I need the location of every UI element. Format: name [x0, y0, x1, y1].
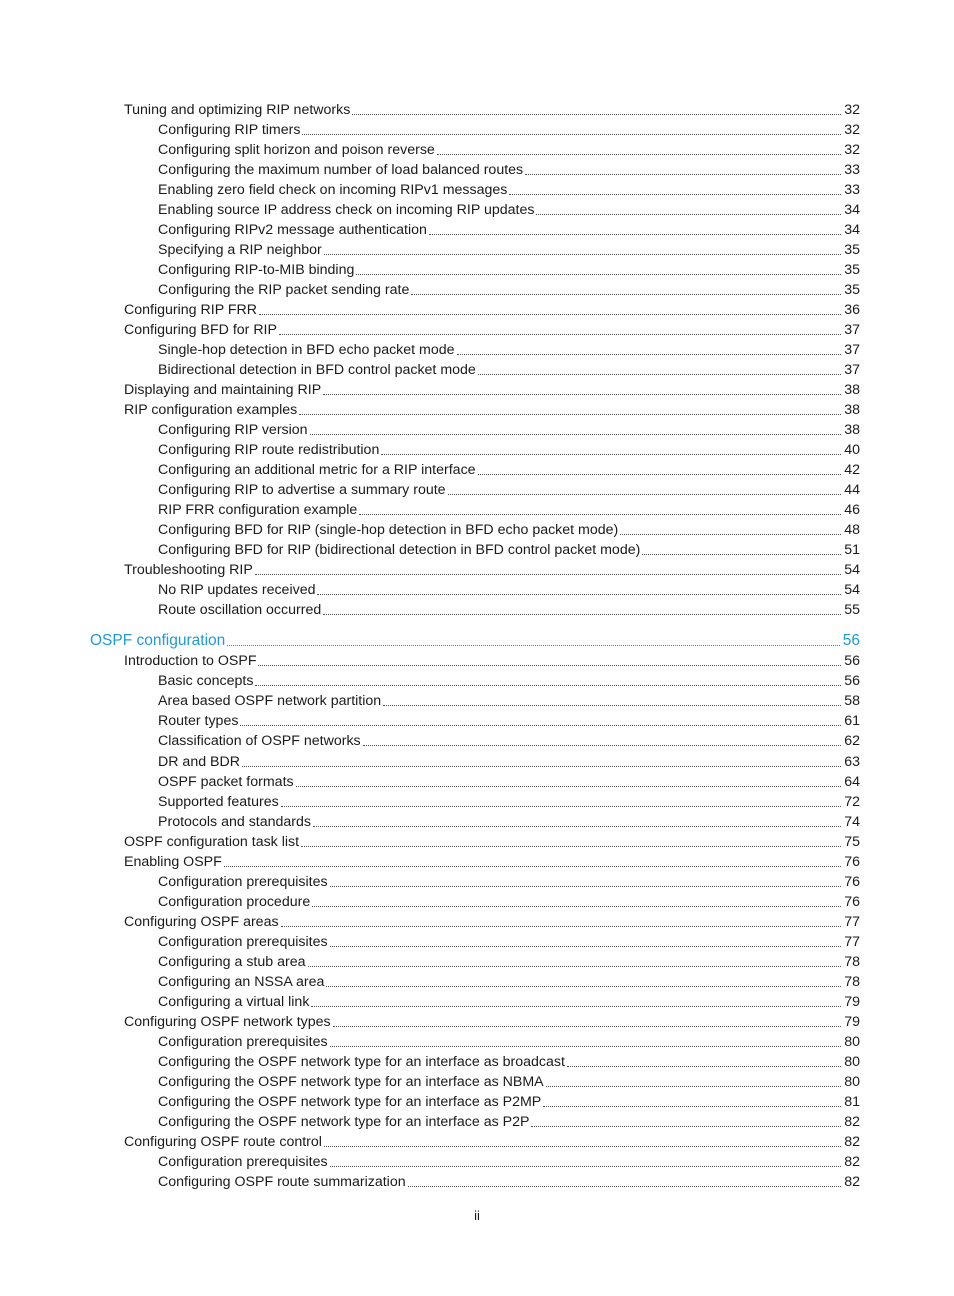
- toc-entry[interactable]: [158, 972, 860, 992]
- dot-leader: [281, 806, 842, 807]
- toc-entry-title: Configuration prerequisites: [158, 873, 328, 890]
- toc-entry[interactable]: [124, 852, 860, 872]
- toc-entry-page: 82: [844, 1133, 860, 1150]
- toc-entry-page: 35: [844, 262, 860, 279]
- dot-leader: [313, 826, 841, 827]
- toc-entry-title: Configuring RIP-to-MIB binding: [158, 262, 355, 279]
- toc-entry-title: Configuration procedure: [158, 893, 311, 910]
- dot-leader: [383, 705, 841, 706]
- dot-leader: [296, 786, 842, 787]
- toc-entry-title: Bidirectional detection in BFD control packet mode: [158, 362, 476, 379]
- toc-entry-title: Configuring RIP to advertise a summary route: [158, 482, 446, 499]
- dot-leader: [317, 594, 841, 595]
- toc-entry-title: No RIP updates received: [158, 582, 316, 599]
- toc-entry-title: Configuration prerequisites: [158, 1153, 328, 1170]
- toc-entry-page: 40: [844, 442, 860, 459]
- toc-entry[interactable]: [158, 120, 860, 140]
- toc-entry-page: 76: [844, 873, 860, 890]
- toc-entry[interactable]: [158, 440, 860, 460]
- dot-leader: [301, 846, 841, 847]
- dot-leader: [255, 574, 841, 575]
- toc-entry-page: 55: [844, 602, 860, 619]
- toc-entry-page: 42: [844, 462, 860, 479]
- toc-entry[interactable]: [158, 671, 860, 691]
- toc-entry-title: Classification of OSPF networks: [158, 733, 361, 750]
- toc-entry[interactable]: [124, 832, 860, 852]
- toc-entry-title: Configuring OSPF network types: [124, 1013, 331, 1030]
- dot-leader: [281, 926, 842, 927]
- toc-entry-page: 64: [844, 773, 860, 790]
- toc-entry[interactable]: [158, 812, 860, 832]
- toc-entry[interactable]: [158, 260, 860, 280]
- toc-entry[interactable]: [158, 220, 860, 240]
- dot-leader: [330, 886, 842, 887]
- toc-entry-page: 79: [844, 1013, 860, 1030]
- toc-entry-title: Single-hop detection in BFD echo packet mode: [158, 342, 455, 359]
- toc-entry[interactable]: [124, 380, 860, 400]
- toc-entry[interactable]: [158, 772, 860, 792]
- toc-entry-title: Area based OSPF network partition: [158, 693, 382, 710]
- toc-entry-title: Enabling zero field check on incoming RIPv1 messages: [158, 182, 508, 199]
- dot-leader: [543, 1106, 841, 1107]
- toc-entry-page: 61: [844, 713, 860, 730]
- toc-entry-page: 37: [844, 362, 860, 379]
- toc-entry-title: Configuring the maximum number of load balanced routes: [158, 162, 524, 179]
- toc-entry-page: 74: [844, 813, 860, 830]
- dot-leader: [536, 214, 841, 215]
- toc-entry-page: 82: [844, 1113, 860, 1130]
- dot-leader: [546, 1086, 842, 1087]
- dot-leader: [356, 274, 841, 275]
- toc-entry-page: 76: [844, 853, 860, 870]
- toc-entry-title: Configuring RIPv2 message authentication: [158, 222, 427, 239]
- dot-leader: [457, 354, 842, 355]
- toc-entry-page: 35: [844, 282, 860, 299]
- dot-leader: [330, 946, 842, 947]
- toc-entry-page: 37: [844, 342, 860, 359]
- toc-entry[interactable]: [158, 540, 860, 560]
- toc-entry[interactable]: [158, 992, 860, 1012]
- toc-entry-title: Configuring the OSPF network type for an interface as P2MP: [158, 1093, 542, 1110]
- toc-entry-title: RIP configuration examples: [124, 402, 298, 419]
- table-of-contents: [0, 100, 954, 1192]
- dot-leader: [259, 314, 841, 315]
- toc-entry-title: Configuring the RIP packet sending rate: [158, 282, 410, 299]
- dot-leader: [311, 1006, 841, 1007]
- dot-leader: [308, 966, 842, 967]
- toc-entry-page: 34: [844, 202, 860, 219]
- dot-leader: [323, 614, 841, 615]
- toc-entry-page: 78: [844, 953, 860, 970]
- toc-entry-page: 62: [844, 733, 860, 750]
- toc-entry[interactable]: [158, 180, 860, 200]
- dot-leader: [620, 534, 841, 535]
- toc-entry[interactable]: [158, 200, 860, 220]
- toc-entry[interactable]: [124, 300, 860, 320]
- toc-entry-page: 77: [844, 913, 860, 930]
- toc-entry-title: Tuning and optimizing RIP networks: [124, 102, 351, 119]
- toc-entry[interactable]: [158, 751, 860, 771]
- toc-entry-title: Introduction to OSPF: [124, 653, 257, 670]
- dot-leader: [429, 234, 841, 235]
- toc-entry-title: Enabling OSPF: [124, 853, 222, 870]
- toc-entry-page: 44: [844, 482, 860, 499]
- dot-leader: [525, 174, 841, 175]
- dot-leader: [302, 134, 841, 135]
- toc-entry-page: 46: [844, 502, 860, 519]
- toc-entry-title: Configuring a stub area: [158, 953, 306, 970]
- toc-entry-title: Protocols and standards: [158, 813, 312, 830]
- toc-entry[interactable]: [158, 1092, 860, 1112]
- toc-entry[interactable]: [158, 1152, 860, 1172]
- toc-entry-page: 82: [844, 1173, 860, 1190]
- dot-leader: [411, 294, 841, 295]
- dot-leader: [352, 114, 841, 115]
- dot-leader: [242, 766, 841, 767]
- toc-entry[interactable]: [124, 912, 860, 932]
- toc-entry-title: Configuring BFD for RIP (bidirectional detection in BFD control packet mode): [158, 542, 641, 559]
- toc-entry-page: 34: [844, 222, 860, 239]
- toc-entry-title: Configuring the OSPF network type for an interface as broadcast: [158, 1053, 565, 1070]
- toc-entry[interactable]: [124, 651, 860, 671]
- toc-entry-title: Configuring BFD for RIP (single-hop detection in BFD echo packet mode): [158, 522, 619, 539]
- toc-entry-title: Configuring the OSPF network type for an interface as P2P: [158, 1113, 530, 1130]
- dot-leader: [258, 665, 841, 666]
- dot-leader: [324, 254, 841, 255]
- toc-entry-page: 56: [844, 673, 860, 690]
- toc-entry[interactable]: [124, 1012, 860, 1032]
- toc-entry-title: Troubleshooting RIP: [124, 562, 253, 579]
- dot-leader: [408, 1186, 842, 1187]
- toc-entry[interactable]: [158, 711, 860, 731]
- toc-entry[interactable]: [158, 1072, 860, 1092]
- toc-entry-page: 78: [844, 973, 860, 990]
- toc-entry-title: OSPF configuration: [90, 632, 226, 650]
- toc-entry[interactable]: [158, 1032, 860, 1052]
- toc-entry-page: 33: [844, 162, 860, 179]
- dot-leader: [224, 866, 841, 867]
- page-number: ii: [474, 1208, 480, 1223]
- toc-entry-page: 80: [844, 1053, 860, 1070]
- dot-leader: [448, 494, 842, 495]
- toc-entry[interactable]: [158, 691, 860, 711]
- dot-leader: [310, 434, 842, 435]
- toc-entry[interactable]: [158, 731, 860, 751]
- toc-entry[interactable]: [158, 580, 860, 600]
- toc-entry[interactable]: [158, 460, 860, 480]
- toc-entry-page: 81: [844, 1093, 860, 1110]
- toc-entry[interactable]: [158, 1172, 860, 1192]
- toc-entry-page: 79: [844, 993, 860, 1010]
- toc-entry-title: DR and BDR: [158, 753, 241, 770]
- toc-entry-title: Configuring the OSPF network type for an interface as NBMA: [158, 1073, 544, 1090]
- toc-entry[interactable]: [158, 360, 860, 380]
- toc-entry-title: OSPF packet formats: [158, 773, 294, 790]
- dot-leader: [299, 414, 841, 415]
- toc-entry-title: RIP FRR configuration example: [158, 502, 358, 519]
- toc-entry[interactable]: [124, 1132, 860, 1152]
- toc-entry-page: 82: [844, 1153, 860, 1170]
- toc-entry-page: 75: [844, 833, 860, 850]
- toc-entry-title: Configuring RIP FRR: [124, 302, 257, 319]
- dot-leader: [227, 645, 839, 646]
- toc-entry[interactable]: [158, 1052, 860, 1072]
- toc-entry-page: 38: [844, 402, 860, 419]
- dot-leader: [381, 454, 841, 455]
- toc-chapter-entry[interactable]: [90, 630, 860, 651]
- toc-entry[interactable]: [124, 100, 860, 120]
- toc-entry-title: OSPF configuration task list: [124, 833, 300, 850]
- toc-entry[interactable]: [158, 240, 860, 260]
- toc-entry-title: Configuring split horizon and poison reverse: [158, 142, 435, 159]
- dot-leader: [240, 725, 841, 726]
- toc-entry-title: Basic concepts: [158, 673, 254, 690]
- toc-entry[interactable]: [124, 560, 860, 580]
- toc-entry[interactable]: [158, 160, 860, 180]
- toc-entry-page: 56: [844, 653, 860, 670]
- toc-entry-title: Configuring an additional metric for a RIP interface: [158, 462, 476, 479]
- toc-entry[interactable]: [158, 140, 860, 160]
- toc-entry-page: 56: [842, 632, 860, 650]
- dot-leader: [478, 374, 841, 375]
- dot-leader: [437, 154, 841, 155]
- toc-entry-page: 63: [844, 753, 860, 770]
- toc-entry-title: Configuring BFD for RIP: [124, 322, 277, 339]
- dot-leader: [324, 1146, 841, 1147]
- toc-entry-title: Configuring a virtual link: [158, 993, 310, 1010]
- toc-entry[interactable]: [158, 600, 860, 620]
- toc-entry[interactable]: [158, 892, 860, 912]
- toc-entry[interactable]: [158, 952, 860, 972]
- dot-leader: [330, 1166, 842, 1167]
- dot-leader: [359, 514, 841, 515]
- toc-entry-page: 72: [844, 793, 860, 810]
- toc-entry-title: Enabling source IP address check on incoming RIP updates: [158, 202, 535, 219]
- toc-entry-page: 33: [844, 182, 860, 199]
- toc-entry[interactable]: [158, 1112, 860, 1132]
- toc-entry-page: 80: [844, 1073, 860, 1090]
- toc-entry-page: 36: [844, 302, 860, 319]
- toc-entry-title: Route oscillation occurred: [158, 602, 322, 619]
- dot-leader: [333, 1026, 842, 1027]
- dot-leader: [323, 394, 841, 395]
- dot-leader: [330, 1046, 842, 1047]
- toc-entry-title: Displaying and maintaining RIP: [124, 382, 322, 399]
- dot-leader: [326, 986, 841, 987]
- toc-entry-title: Router types: [158, 713, 239, 730]
- toc-entry[interactable]: [158, 280, 860, 300]
- toc-entry-title: Supported features: [158, 793, 279, 810]
- toc-entry-page: 51: [844, 542, 860, 559]
- toc-entry[interactable]: [124, 320, 860, 340]
- toc-entry-page: 38: [844, 382, 860, 399]
- toc-entry-page: 32: [844, 122, 860, 139]
- dot-leader: [255, 685, 841, 686]
- toc-entry-page: 76: [844, 893, 860, 910]
- toc-entry-page: 48: [844, 522, 860, 539]
- toc-entry-page: 54: [844, 562, 860, 579]
- toc-entry-title: Configuration prerequisites: [158, 933, 328, 950]
- toc-entry[interactable]: [158, 420, 860, 440]
- toc-entry-page: 35: [844, 242, 860, 259]
- dot-leader: [279, 334, 841, 335]
- dot-leader: [478, 474, 842, 475]
- toc-entry-page: 77: [844, 933, 860, 950]
- toc-entry-page: 54: [844, 582, 860, 599]
- toc-entry[interactable]: [158, 932, 860, 952]
- toc-entry[interactable]: [124, 400, 860, 420]
- toc-entry[interactable]: [158, 500, 860, 520]
- toc-entry-page: 80: [844, 1033, 860, 1050]
- toc-entry-title: Configuring OSPF route control: [124, 1133, 322, 1150]
- dot-leader: [363, 745, 842, 746]
- toc-entry-page: 32: [844, 102, 860, 119]
- toc-entry-title: Configuring OSPF areas: [124, 913, 279, 930]
- toc-entry-page: 37: [844, 322, 860, 339]
- toc-entry-page: 38: [844, 422, 860, 439]
- toc-entry-title: Configuring an NSSA area: [158, 973, 325, 990]
- toc-entry-title: Configuring RIP timers: [158, 122, 301, 139]
- dot-leader: [567, 1066, 841, 1067]
- toc-entry-page: 58: [844, 693, 860, 710]
- toc-entry-title: Configuring RIP version: [158, 422, 308, 439]
- toc-entry[interactable]: [158, 872, 860, 892]
- toc-entry[interactable]: [158, 520, 860, 540]
- toc-entry-title: Specifying a RIP neighbor: [158, 242, 322, 259]
- toc-entry-title: Configuring RIP route redistribution: [158, 442, 380, 459]
- dot-leader: [531, 1126, 841, 1127]
- toc-entry-title: Configuring OSPF route summarization: [158, 1173, 406, 1190]
- toc-entry-title: Configuration prerequisites: [158, 1033, 328, 1050]
- dot-leader: [509, 194, 841, 195]
- toc-entry-page: 32: [844, 142, 860, 159]
- toc-entry[interactable]: [158, 480, 860, 500]
- toc-entry[interactable]: [158, 340, 860, 360]
- dot-leader: [642, 554, 841, 555]
- toc-entry[interactable]: [158, 792, 860, 812]
- dot-leader: [312, 906, 841, 907]
